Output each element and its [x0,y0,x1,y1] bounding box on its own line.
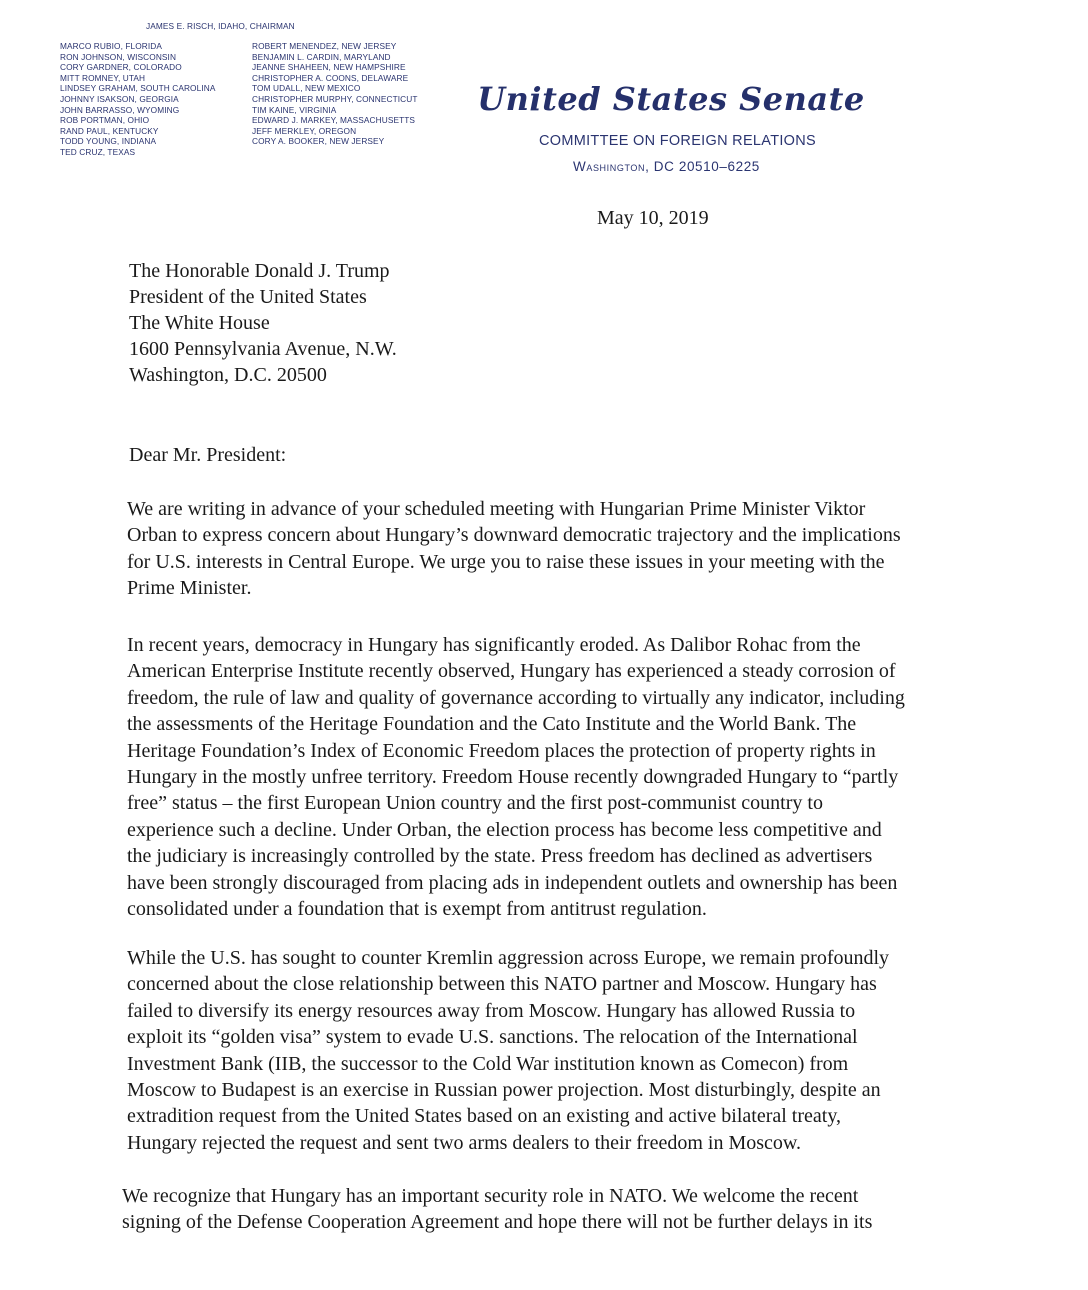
paragraph-line: experience such a decline. Under Orban, the election process has become less competitive and [127,818,882,841]
paragraph-line: Hungary in the mostly unfree territory. Freedom House recently downgraded Hungary to “partly [127,766,899,789]
paragraph-line: freedom, the rule of law and quality of governance according to virtually any indicator, including [127,686,905,709]
paragraph-line: We are writing in advance of your scheduled meeting with Hungarian Prime Minister Viktor [127,498,866,520]
paragraph-line: for U.S. interests in Central Europe. We urge you to raise these issues in your meeting with the [127,550,885,573]
member-name: ROBERT MENENDEZ, NEW JERSEY [252,41,397,51]
member-name: BENJAMIN L. CARDIN, MARYLAND [252,51,391,62]
committee-chairman: JAMES E. RISCH, IDAHO, CHAIRMAN [146,21,295,31]
paragraph-line: concerned about the close relationship between this NATO partner and Moscow. Hungary has [127,973,877,996]
paragraph-meeting-concern [127,496,967,602]
member-name: RAND PAUL, KENTUCKY [60,125,159,136]
paragraph-line: We recognize that Hungary has an important security role in NATO. We welcome the recent [122,1185,859,1207]
member-name: EDWARD J. MARKEY, MASSACHUSETTS [252,115,416,126]
member-name: CHRISTOPHER A. COONS, DELAWARE [252,72,409,83]
member-name: TED CRUZ, TEXAS [60,146,136,157]
member-name: ROB PORTMAN, OHIO [60,115,150,126]
paragraph-line: Investment Bank (IIB, the successor to the Cold War institution known as Comecon) from [127,1052,849,1075]
member-name: JEANNE SHAHEEN, NEW HAMPSHIRE [252,62,406,73]
member-name: TOM UDALL, NEW MEXICO [252,83,361,94]
paragraph-line: signing of the Defense Cooperation Agreement and hope there will not be further delays in its [122,1211,873,1234]
member-name: MARCO RUBIO, FLORIDA [60,41,163,51]
recipient-line: The Honorable Donald J. Trump [129,260,390,282]
member-name: RON JOHNSON, WISCONSIN [60,51,177,62]
paragraph-line: the assessments of the Heritage Foundation and the Cato Institute and the World Bank. The [127,713,857,736]
recipient-line: 1600 Pennsylvania Avenue, N.W. [129,338,397,360]
paragraph-nato-security [122,1183,962,1236]
member-name: CORY GARDNER, COLORADO [60,62,182,73]
member-name: JEFF MERKLEY, OREGON [252,125,357,136]
paragraph-line: American Enterprise Institute recently observed, Hungary has experienced a steady corrosion of [127,660,896,683]
senate-letterhead-title: United States Senate [477,80,865,118]
salutation: Dear Mr. President: [129,444,287,466]
paragraph-democracy-eroded [127,632,967,922]
paragraph-line: failed to diversify its energy resources away from Moscow. Hungary has allowed Russia to [127,999,856,1022]
paragraph-line: have been strongly discouraged from placing ads in independent outlets and ownership has been [127,871,898,894]
paragraph-line: consolidated under a foundation that is exempt from antitrust regulation. [127,898,707,921]
paragraph-line: Moscow to Budapest is an exercise in Russian power projection. Most disturbingly, despite an [127,1079,881,1102]
paragraph-line: In recent years, democracy in Hungary has significantly eroded. As Dalibor Rohac from the [127,634,861,656]
paragraph-russia-relationship [127,945,967,1156]
member-name: LINDSEY GRAHAM, SOUTH CAROLINA [60,83,216,94]
paragraph-line: Prime Minister. [127,577,252,600]
recipient-line: President of the United States [129,286,367,308]
paragraph-line: free” status – the first European Union country and the first post-communist country to [127,792,823,815]
member-name: JOHN BARRASSO, WYOMING [60,104,180,115]
paragraph-line: Orban to express concern about Hungary’s downward democratic trajectory and the implications [127,524,901,547]
letter-date: May 10, 2019 [597,207,709,229]
member-name: CHRISTOPHER MURPHY, CONNECTICUT [252,93,418,104]
member-name: JOHNNY ISAKSON, GEORGIA [60,93,179,104]
paragraph-line: the judiciary is increasingly controlled by the state. Press freedom has declined as advertisers [127,845,873,868]
recipient-line: Washington, D.C. 20500 [129,364,327,386]
paragraph-line: extradition request from the United States based on an existing and active bilateral treaty, [127,1105,842,1128]
paragraph-line: Hungary rejected the request and sent two arms dealers to their freedom in Moscow. [127,1131,802,1154]
paragraph-line: exploit its “golden visa” system to evade U.S. sanctions. The relocation of the International [127,1026,858,1049]
member-name: CORY A. BOOKER, NEW JERSEY [252,136,385,147]
recipient-line: The White House [129,312,270,334]
paragraph-line: While the U.S. has sought to counter Kremlin aggression across Europe, we remain profoundly [127,947,890,969]
member-name: MITT ROMNEY, UTAH [60,72,146,83]
recipient-address-block [129,258,397,388]
paragraph-line: Heritage Foundation’s Index of Economic Freedom places the protection of property rights in [127,739,876,762]
committee-address: Washington, DC 20510–6225 [573,159,760,174]
member-name: TIM KAINE, VIRGINIA [252,104,337,115]
member-name: TODD YOUNG, INDIANA [60,136,157,147]
committee-name: COMMITTEE ON FOREIGN RELATIONS [539,133,816,149]
